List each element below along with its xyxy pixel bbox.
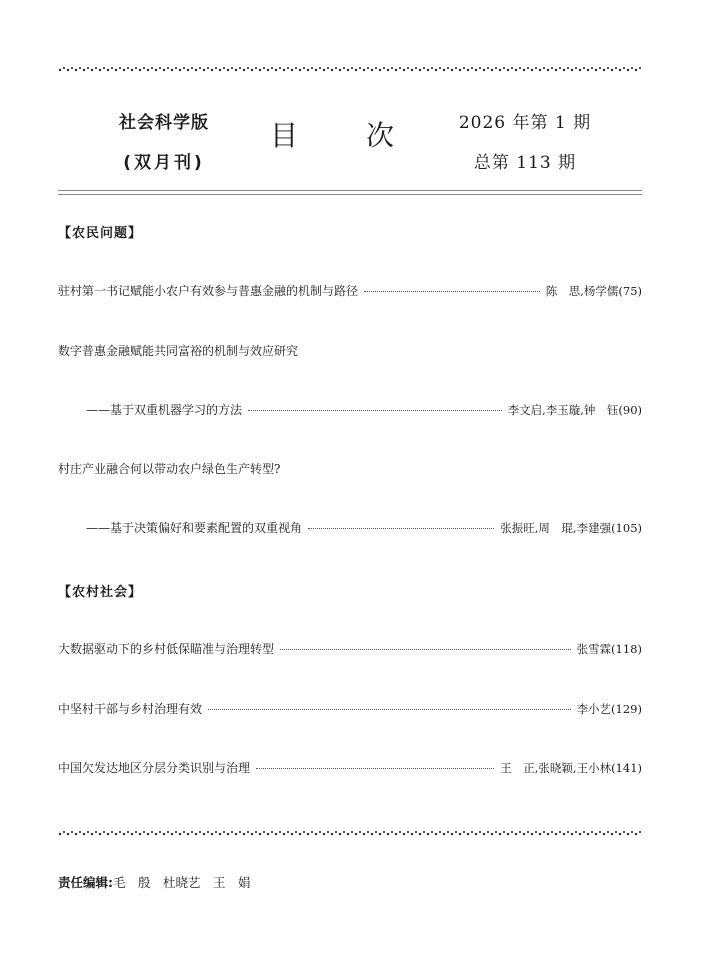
article-title: 大数据驱动下的乡村低保瞄准与治理转型: [58, 642, 275, 656]
bottom-ornament-rule: [58, 830, 642, 838]
toc-entry[interactable]: [58, 759, 642, 777]
total-issue-number: 总第 113 期: [473, 153, 577, 173]
editors-names: 毛 殷 杜晓艺 王 娟: [113, 875, 251, 890]
leader-dots: [364, 290, 540, 292]
top-ornament-rule: [58, 66, 642, 74]
article-subtitle: ——基于双重机器学习的方法: [86, 403, 243, 417]
article-title[interactable]: 数字普惠金融赋能共同富裕的机制与效应研究: [58, 344, 299, 358]
article-authors-page: 李文启,李玉璇,钟 钰(90): [507, 403, 642, 417]
page-title-char-1: 目: [270, 119, 299, 152]
header-divider: [58, 190, 642, 195]
toc-entry-subtitle[interactable]: [86, 401, 642, 419]
responsible-editors: [58, 873, 251, 891]
article-title: 中国欠发达地区分层分类识别与治理: [58, 761, 251, 775]
leader-dots: [280, 648, 571, 650]
article-title[interactable]: 村庄产业融合何以带动农户绿色生产转型?: [58, 462, 281, 476]
section-label-rural-society: 【农村社会】: [58, 585, 143, 600]
leader-dots: [208, 708, 571, 710]
section-label-peasant-issues: 【农民问题】: [58, 226, 143, 241]
toc-entry[interactable]: [58, 282, 642, 300]
leader-dots: [248, 409, 502, 411]
frequency-label: (双月刊): [123, 153, 205, 173]
leader-dots: [308, 527, 494, 529]
article-authors-page: 张振旺,周 琨,李建强(105): [500, 521, 642, 535]
article-authors-page: 李小艺(129): [576, 702, 642, 716]
page-title-char-2: 次: [366, 119, 395, 152]
edition-label: 社会科学版: [119, 113, 209, 133]
issue-number: 2026 年第 1 期: [458, 113, 592, 133]
article-subtitle: ——基于决策偏好和要素配置的双重视角: [86, 521, 303, 535]
article-authors-page: 张雪霖(118): [576, 642, 642, 656]
toc-entry-subtitle[interactable]: [86, 519, 642, 537]
toc-entry[interactable]: [58, 640, 642, 658]
editors-label: 责任编辑:: [58, 875, 113, 890]
article-authors-page: 王 正,张晓颖,王小林(141): [500, 761, 642, 775]
leader-dots: [256, 767, 494, 769]
toc-entry[interactable]: [58, 700, 642, 718]
article-title: 中坚村干部与乡村治理有效: [58, 702, 203, 716]
article-title: 驻村第一书记赋能小农户有效参与普惠金融的机制与路径: [58, 284, 359, 298]
article-authors-page: 陈 思,杨学儒(75): [545, 284, 642, 298]
